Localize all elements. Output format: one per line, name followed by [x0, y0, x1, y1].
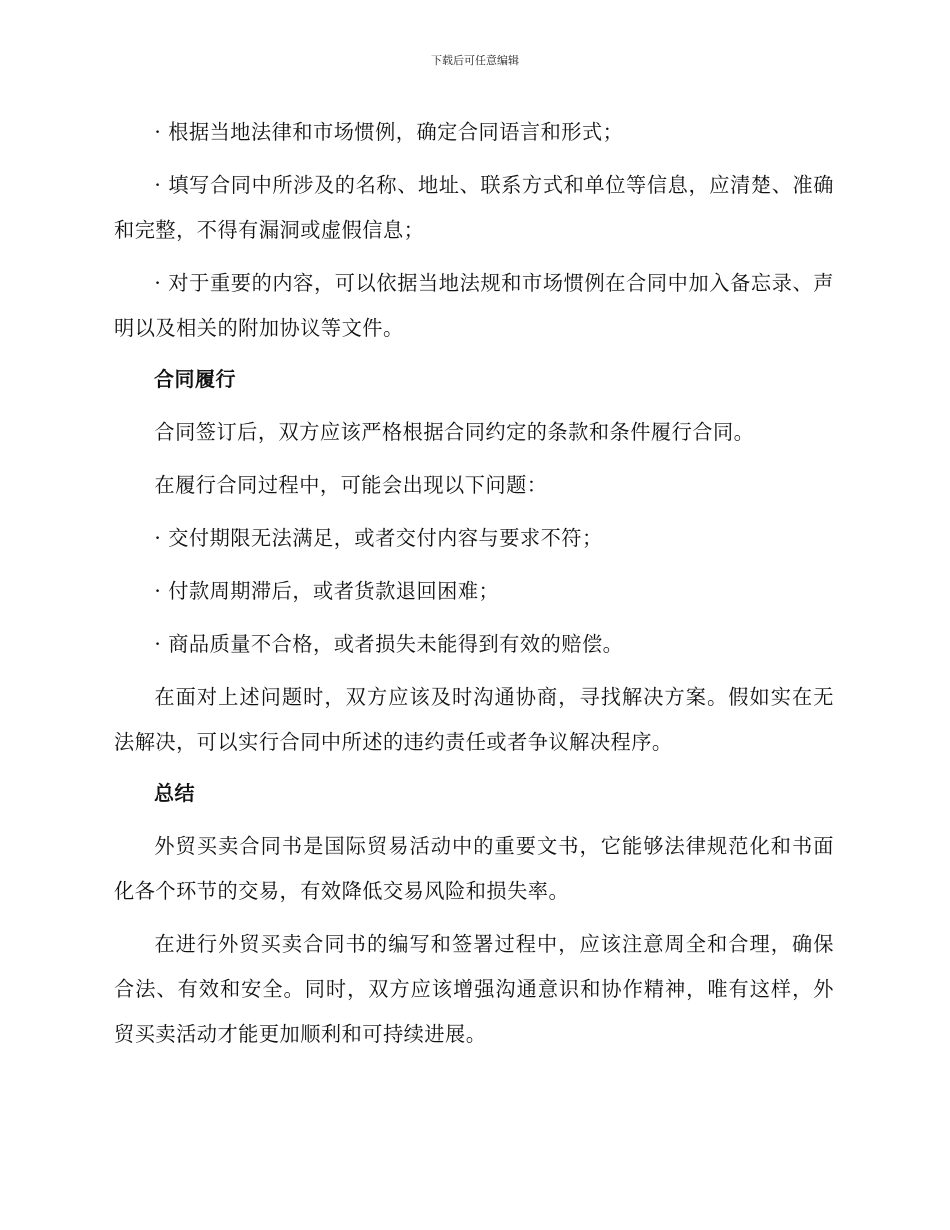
- paragraph: 在履行合同过程中，可能会出现以下问题：: [154, 473, 548, 497]
- document-body: [114, 110, 834, 1057]
- bullet-item: · 根据当地法律和市场惯例，确定合同语言和形式；: [154, 120, 624, 144]
- section-heading-performance: 合同履行: [154, 367, 236, 391]
- issue-item: · 商品质量不合格，或者损失未能得到有效的赔偿。: [154, 632, 624, 656]
- section-heading-summary: 总结: [154, 781, 195, 805]
- bullet-item: · 对于重要的内容，可以依据当地法规和市场惯例在合同中加入备忘录、声明以及相关的附加协议等文件。: [114, 271, 834, 340]
- issue-item: · 付款周期滞后，或者货款退回困难；: [154, 579, 500, 603]
- paragraph: 在面对上述问题时，双方应该及时沟通协商，寻找解决方案。假如实在无法解决，可以实行合同中所述的违约责任或者争议解决程序。: [114, 685, 834, 754]
- issue-item: · 交付期限无法满足，或者交付内容与要求不符；: [154, 526, 603, 550]
- paragraph: 在进行外贸买卖合同书的编写和签署过程中，应该注意周全和合理，确保合法、有效和安全。同时，双方应该增强沟通意识和协作精神，唯有这样，外贸买卖活动才能更加顺利和可持续进展。: [114, 932, 834, 1046]
- paragraph: 合同签订后，双方应该严格根据合同约定的条款和条件履行合同。: [154, 420, 755, 444]
- paragraph: 外贸买卖合同书是国际贸易活动中的重要文书，它能够法律规范化和书面化各个环节的交易，有效降低交易风险和损失率。: [114, 834, 834, 903]
- bullet-item: · 填写合同中所涉及的名称、地址、联系方式和单位等信息，应清楚、准确和完整，不得有漏洞或虚假信息；: [114, 173, 834, 242]
- page-header: 下载后可任意编辑: [431, 54, 519, 67]
